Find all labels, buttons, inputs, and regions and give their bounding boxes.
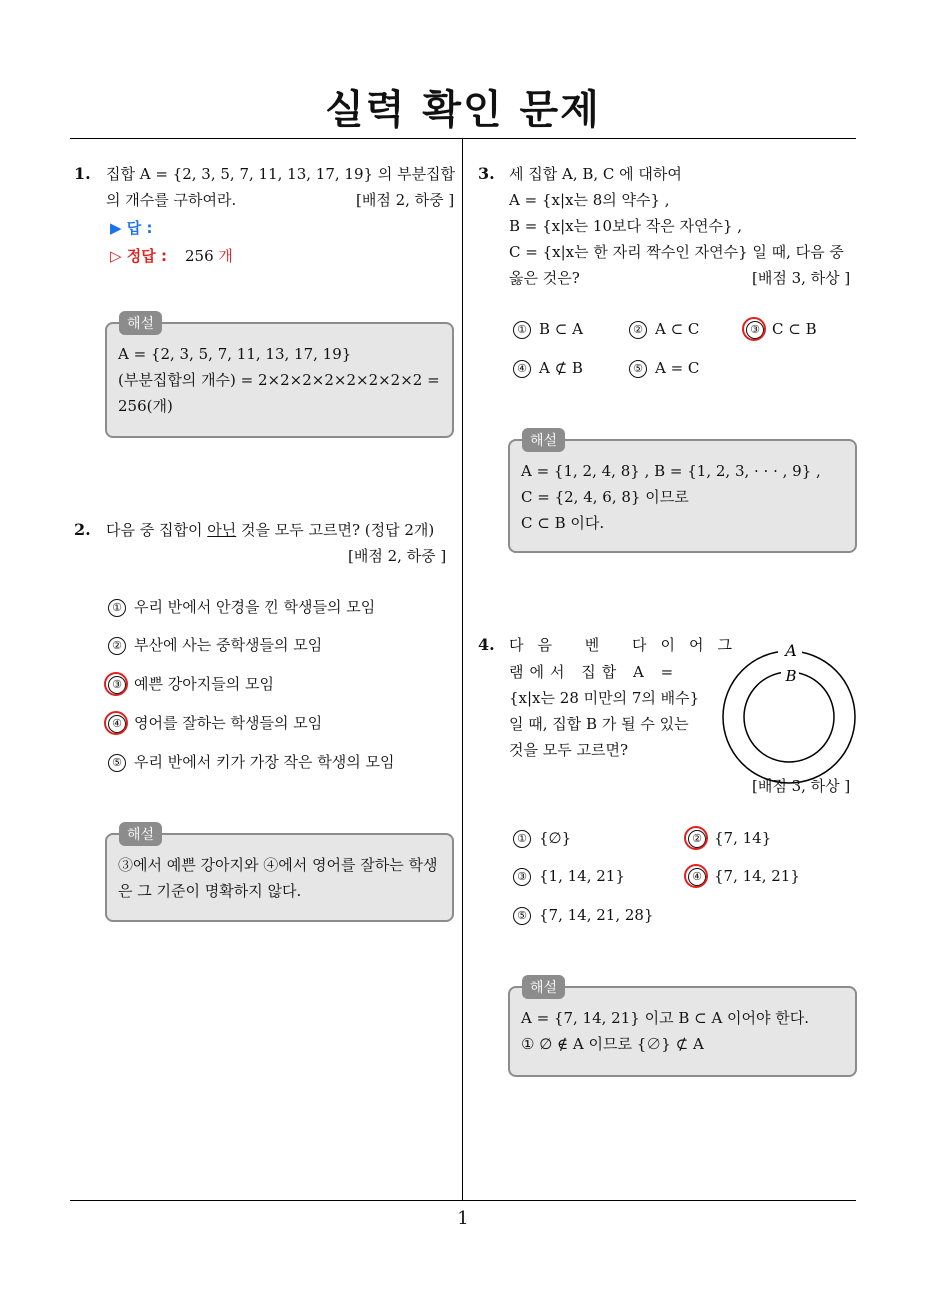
q4-option-text: {7, 14, 21} — [714, 867, 800, 885]
venn-circle-b — [744, 672, 834, 762]
q2-option — [108, 594, 375, 620]
q4-option — [513, 825, 571, 851]
q3-sol-line: C ⊂ B 이다. — [521, 514, 605, 532]
q1-correct-number: 256 — [185, 247, 214, 265]
q2-option-number: ⑤ — [108, 754, 126, 772]
q3-option — [513, 355, 583, 381]
column-divider — [462, 138, 463, 1201]
q3-number: 3. — [478, 164, 495, 183]
q2-option-text: 예쁜 강아지들의 모임 — [134, 675, 274, 693]
q4-option — [513, 902, 654, 928]
q3-option — [513, 316, 583, 342]
q2-sol-line: ③에서 예쁜 강아지와 ④에서 영어를 잘하는 학생 — [118, 856, 438, 874]
q4-sol-line: A = {7, 14, 21} 이고 B ⊂ A 이어야 한다. — [521, 1009, 810, 1027]
q2-option-text: 우리 반에서 안경을 낀 학생들의 모임 — [134, 598, 376, 616]
q4-option-text: {1, 14, 21} — [539, 867, 625, 885]
q1-correct-value — [185, 243, 233, 269]
q2-line1: 다음 중 집합이 아닌 것을 모두 고르면? (정답 2개) — [106, 521, 435, 539]
answer-mark-circle — [104, 672, 128, 696]
bottom-rule — [70, 1200, 856, 1201]
q3-option-text: A = C — [655, 359, 700, 377]
q4-option-text: {7, 14} — [714, 829, 772, 847]
q1-line1: 집합 A = {2, 3, 5, 7, 11, 13, 17, 19} 의 부분집합 — [106, 165, 456, 183]
q2-sol-line: 은 그 기준이 명확하지 않다. — [118, 882, 302, 900]
q3-option-number: ② — [629, 321, 647, 339]
q1-solution-tag: 해설 — [119, 311, 162, 335]
q4-option-number: ④ — [688, 868, 706, 886]
q2-option-text: 부산에 사는 중학생들의 모임 — [134, 636, 323, 654]
q3-option — [629, 355, 699, 381]
q1-correct-unit: 개 — [218, 247, 233, 265]
answer-mark-circle — [104, 711, 128, 735]
answer-mark-circle — [684, 826, 708, 850]
q3-sol-line: A = {1, 2, 4, 8} , B = {1, 2, 3, · · · , 9} , — [521, 462, 821, 480]
q2-meta: [배점 2, 하중 ] — [348, 547, 447, 565]
q2-option — [108, 710, 322, 736]
q2-option-number: ② — [108, 637, 126, 655]
q1-meta: [배점 2, 하중 ] — [356, 191, 455, 209]
q3-solution-tag: 해설 — [522, 428, 565, 452]
top-rule — [70, 138, 856, 139]
q4-option-number: ③ — [513, 868, 531, 886]
q1-line2: 의 개수를 구하여라. — [106, 191, 237, 209]
q3-option-text: A ⊂ C — [655, 320, 700, 338]
q3-sol-line: C = {2, 4, 6, 8} 이므로 — [521, 488, 689, 506]
q2-option — [108, 632, 322, 658]
q2-option — [108, 671, 274, 697]
q3-option-text: A ⊄ B — [539, 359, 583, 377]
q2-number: 2. — [74, 520, 91, 539]
venn-label-a: A — [785, 641, 797, 660]
q4-option-number: ⑤ — [513, 907, 531, 925]
q1-correct-label: ▷ 정답 : — [110, 247, 167, 265]
q3-line: 옳은 것은? — [509, 269, 580, 287]
q4-option-text: {7, 14, 21, 28} — [539, 906, 654, 924]
q3-line: A = {x|x는 8의 약수} , — [509, 191, 670, 209]
q4-option-number: ② — [688, 830, 706, 848]
q4-line: 것을 모두 고르면? — [509, 741, 629, 759]
q4-line: 다음 벤 다이어그 — [509, 636, 746, 654]
q4-sol-line: ① ∅ ∉ A 이므로 {∅} ⊄ A — [521, 1035, 704, 1053]
venn-diagram — [720, 640, 860, 790]
q1-sol-line: 256(개) — [118, 397, 173, 415]
q2-option — [108, 749, 394, 775]
q4-line: 일 때, 집합 B 가 될 수 있는 — [509, 715, 689, 733]
q3-option — [629, 316, 699, 342]
page-title: 실력 확인 문제 — [325, 87, 601, 133]
q2-option-number: ④ — [108, 715, 126, 733]
q3-option-number: ⑤ — [629, 360, 647, 378]
q1-answer-label: ▶ 답 : — [110, 219, 153, 237]
q4-option — [513, 863, 625, 889]
q4-meta: [배점 3, 하상 ] — [752, 777, 851, 795]
q4-option-text: {∅} — [539, 829, 572, 847]
q1-sol-line: A = {2, 3, 5, 7, 11, 13, 17, 19} — [118, 345, 352, 363]
q1-number: 1. — [74, 164, 91, 183]
q2-option-text: 우리 반에서 키가 가장 작은 학생의 모임 — [134, 753, 395, 771]
answer-mark-circle — [684, 864, 708, 888]
q3-line: B = {x|x는 10보다 작은 자연수} , — [509, 217, 743, 235]
q2-option-text: 영어를 잘하는 학생들의 모임 — [134, 714, 323, 732]
q4-line: 램에서 집합 A = — [509, 663, 680, 681]
q4-line: {x|x는 28 미만의 7의 배수} — [509, 689, 700, 707]
q4-solution-tag: 해설 — [522, 975, 565, 999]
q3-meta: [배점 3, 하상 ] — [752, 269, 851, 287]
q3-option-number: ① — [513, 321, 531, 339]
q3-option-text: B ⊂ A — [539, 320, 583, 338]
q2-underline: 아닌 — [207, 521, 237, 539]
answer-mark-circle — [742, 317, 766, 341]
venn-label-b: B — [785, 667, 797, 685]
q2-solution-tag: 해설 — [119, 822, 162, 846]
q2-option-number: ① — [108, 599, 126, 617]
q3-option-number: ③ — [746, 321, 764, 339]
q2-option-number: ③ — [108, 676, 126, 694]
q4-option-number: ① — [513, 830, 531, 848]
q4-number: 4. — [478, 635, 495, 654]
q3-line: 세 집합 A, B, C 에 대하여 — [509, 165, 682, 183]
q3-option-text: C ⊂ B — [772, 320, 817, 338]
q3-line: C = {x|x는 한 자리 짝수인 자연수} 일 때, 다음 중 — [509, 243, 844, 261]
q3-option-number: ④ — [513, 360, 531, 378]
page-number: 1 — [457, 1208, 469, 1229]
q1-sol-line: (부분집합의 개수) = 2×2×2×2×2×2×2×2 = — [118, 371, 440, 389]
